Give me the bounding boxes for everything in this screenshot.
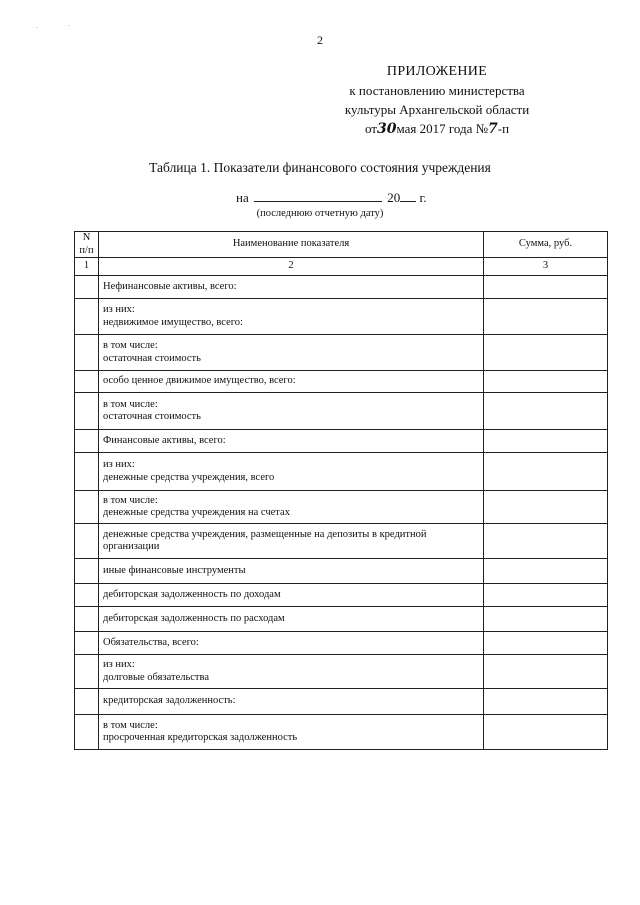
index-2: 2 <box>99 258 484 276</box>
sum-cell[interactable] <box>484 715 608 750</box>
sum-cell[interactable] <box>484 453 608 491</box>
indicator-name-line: денежные средства учреждения, всего <box>103 471 275 483</box>
row-number-cell <box>75 715 99 750</box>
indicator-name-line: остаточная стоимость <box>103 411 201 422</box>
sum-cell[interactable] <box>484 335 608 371</box>
sum-cell[interactable] <box>484 607 608 632</box>
sum-cell[interactable] <box>484 393 608 430</box>
indicator-name-line: из них: <box>103 659 135 670</box>
table-row <box>75 689 608 715</box>
sum-cell[interactable] <box>484 559 608 584</box>
sum-cell[interactable] <box>484 632 608 655</box>
sum-cell[interactable] <box>484 371 608 393</box>
indicator-name-line: недвижимое имущество, всего: <box>103 316 243 328</box>
table-title: Таблица 1. Показатели финансового состояния учреждения <box>149 160 491 175</box>
handwritten-number: 7 <box>488 121 498 137</box>
table-row <box>75 584 608 607</box>
table-row <box>75 371 608 393</box>
indicator-name-cell <box>99 655 484 689</box>
date-hint: (последнюю отчетную дату) <box>256 208 384 219</box>
table-row <box>75 632 608 655</box>
table-row <box>75 299 608 335</box>
handwritten-day: 30 <box>376 121 397 137</box>
column-index-row <box>75 258 608 276</box>
date-middle: мая 2017 года № <box>396 121 488 136</box>
row-number-cell <box>75 655 99 689</box>
sum-cell[interactable] <box>484 584 608 607</box>
page-number: 2 <box>317 33 323 47</box>
number-suffix: -п <box>497 121 510 136</box>
row-number-cell <box>75 491 99 524</box>
date-line-prefix: на <box>236 190 249 205</box>
row-number-cell <box>75 559 99 584</box>
date-prefix: от <box>364 121 377 136</box>
sum-cell[interactable] <box>484 430 608 453</box>
sum-cell[interactable] <box>484 655 608 689</box>
row-number-cell <box>75 299 99 335</box>
indicator-name-line: дебиторская задолженность по доходам <box>103 588 281 600</box>
indicator-name-line: Обязательства, всего: <box>103 636 199 648</box>
header-indicator: Наименование показателя <box>99 232 484 258</box>
header-sum: Сумма, руб. <box>484 232 608 258</box>
indicator-name-cell <box>99 689 484 715</box>
year-blank <box>400 189 416 202</box>
table-row <box>75 276 608 299</box>
indicator-name-cell <box>99 715 484 750</box>
indicator-name-cell <box>99 524 484 559</box>
indicator-name-cell <box>99 276 484 299</box>
table-row <box>75 453 608 491</box>
table-row <box>75 607 608 632</box>
header-number: N п/п <box>75 232 99 258</box>
table-row <box>75 559 608 584</box>
indicator-name-cell <box>99 632 484 655</box>
date-blank <box>254 189 382 202</box>
sum-cell[interactable] <box>484 491 608 524</box>
table-row <box>75 335 608 371</box>
row-number-cell <box>75 371 99 393</box>
indicator-name-line: остаточная стоимость <box>103 352 201 364</box>
index-3: 3 <box>484 258 608 276</box>
sum-cell[interactable] <box>484 276 608 299</box>
row-number-cell <box>75 632 99 655</box>
table-row <box>75 524 608 559</box>
indicator-name-line: организации <box>103 541 160 552</box>
year-prefix: 20 <box>387 190 401 205</box>
indicator-name-line: долговые обязательства <box>103 671 209 683</box>
indicator-name-line: иные финансовые инструменты <box>103 564 246 576</box>
indicator-name-line: в том числе: <box>103 719 158 731</box>
row-number-cell <box>75 689 99 715</box>
indicator-name-cell <box>99 430 484 453</box>
indicator-name-line: кредиторская задолженность: <box>103 695 236 707</box>
indicator-name-cell <box>99 584 484 607</box>
indicator-name-cell <box>99 299 484 335</box>
indicator-name-cell <box>99 559 484 584</box>
indicator-name-line: из них: <box>103 459 135 470</box>
indicators-table <box>74 231 608 750</box>
sum-cell[interactable] <box>484 299 608 335</box>
appendix-date-line <box>322 119 552 139</box>
indicator-name-cell <box>99 491 484 524</box>
appendix-line-2: культуры Архангельской области <box>344 102 530 117</box>
row-number-cell <box>75 393 99 430</box>
table-row <box>75 491 608 524</box>
indicator-name-line: особо ценное движимое имущество, всего: <box>103 375 296 387</box>
scan-marks: . · <box>36 22 84 30</box>
appendix-title: ПРИЛОЖЕНИЕ <box>386 64 488 79</box>
year-suffix: г. <box>419 190 427 205</box>
table-row <box>75 655 608 689</box>
report-date-line <box>236 189 427 206</box>
row-number-cell <box>75 584 99 607</box>
indicator-name-line: в том числе: <box>103 340 158 351</box>
appendix-header <box>322 62 552 139</box>
table-row <box>75 715 608 750</box>
indicator-name-line: просроченная кредиторская задолженность <box>103 732 298 743</box>
indicator-name-line: Финансовые активы, всего: <box>103 434 226 446</box>
indicator-name-line: из них: <box>103 304 135 315</box>
row-number-cell <box>75 276 99 299</box>
indicator-name-line: в том числе: <box>103 494 158 506</box>
row-number-cell <box>75 524 99 559</box>
table-row <box>75 430 608 453</box>
index-1: 1 <box>75 258 99 276</box>
indicator-name-cell <box>99 371 484 393</box>
table-row <box>75 393 608 430</box>
indicator-name-line: денежные средства учреждения на счетах <box>103 507 290 518</box>
indicator-name-line: в том числе: <box>103 398 158 410</box>
table-header-row <box>75 232 608 258</box>
row-number-cell <box>75 430 99 453</box>
indicator-name-line: Нефинансовые активы, всего: <box>103 280 237 292</box>
indicator-name-cell <box>99 453 484 491</box>
indicator-name-cell <box>99 393 484 430</box>
indicator-name-cell <box>99 335 484 371</box>
row-number-cell <box>75 453 99 491</box>
sum-cell[interactable] <box>484 524 608 559</box>
table-body <box>75 276 608 750</box>
appendix-line-1: к постановлению министерства <box>349 83 525 98</box>
row-number-cell <box>75 607 99 632</box>
indicator-name-line: дебиторская задолженность по расходам <box>103 612 285 624</box>
indicator-name-line: денежные средства учреждения, размещенные на депозиты в кредитной <box>103 528 427 540</box>
indicator-name-cell <box>99 607 484 632</box>
sum-cell[interactable] <box>484 689 608 715</box>
row-number-cell <box>75 335 99 371</box>
